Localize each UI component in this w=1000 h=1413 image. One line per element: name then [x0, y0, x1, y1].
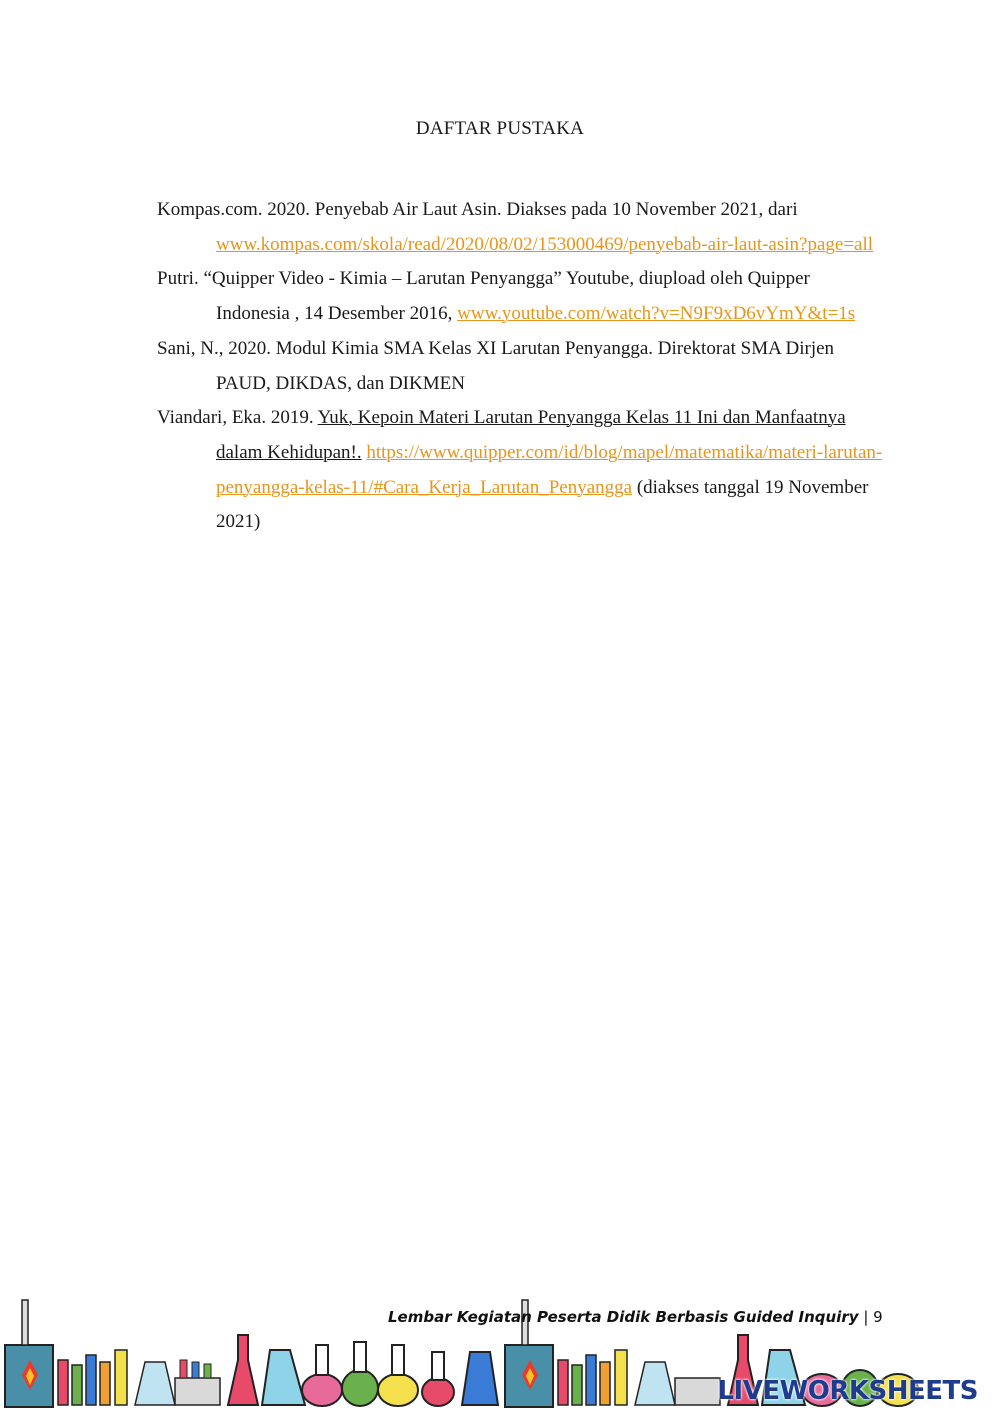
footer-separator: |: [858, 1308, 874, 1326]
reference-text: Sani, N., 2020. Modul Kimia SMA Kelas XI Larutan Penyangga. Direktorat SMA Dirjen PAUD, DIKDAS, dan DIKMEN: [157, 337, 835, 394]
reference-text: Viandari, Eka. 2019.: [157, 407, 318, 429]
footer-title: Lembar Kegiatan Peserta Didik Berbasis Guided Inquiry: [388, 1308, 859, 1326]
reference-link-kompas[interactable]: www.kompas.com/skola/read/2020/08/02/153000469/penyebab-air-laut-asin?page=all: [216, 233, 874, 255]
page-title: DAFTAR PUSTAKA: [415, 118, 585, 139]
reference-link-quipper[interactable]: https://www.quipper.com/id/blog/mapel/matematika/materi-larutan-penyangga-kelas-11/#Cara_Kerja_Larutan_Penyangga: [216, 441, 883, 498]
page-number: 9: [873, 1308, 883, 1326]
reference-kompas: [157, 193, 887, 262]
reference-list: [157, 193, 887, 540]
reference-text: Kompas.com. 2020. Penyebab Air Laut Asin. Diakses pada 10 November 2021, dari: [157, 199, 798, 220]
reference-text: Putri. “Quipper Video - Kimia – Larutan Penyangga” Youtube, diupload oleh Quipper Indonesia , 14 Desember 2016,: [157, 268, 810, 325]
reference-article-title: Yuk, Kepoin Materi Larutan Penyangga Kelas 11 Ini dan Manfaatnya dalam Kehidupan!.: [216, 407, 846, 463]
reference-sani: [157, 332, 887, 401]
footer: [388, 1308, 883, 1326]
reference-viandari: [157, 401, 887, 540]
liveworksheets-watermark[interactable]: LIVEWORKSHEETS: [717, 1376, 978, 1406]
reference-putri: [157, 262, 887, 331]
reference-link-youtube[interactable]: www.youtube.com/watch?v=N9F9xD6vYmY&t=1s: [457, 303, 856, 325]
reference-accessed-note: (diakses tanggal 19 November 2021): [216, 476, 869, 533]
